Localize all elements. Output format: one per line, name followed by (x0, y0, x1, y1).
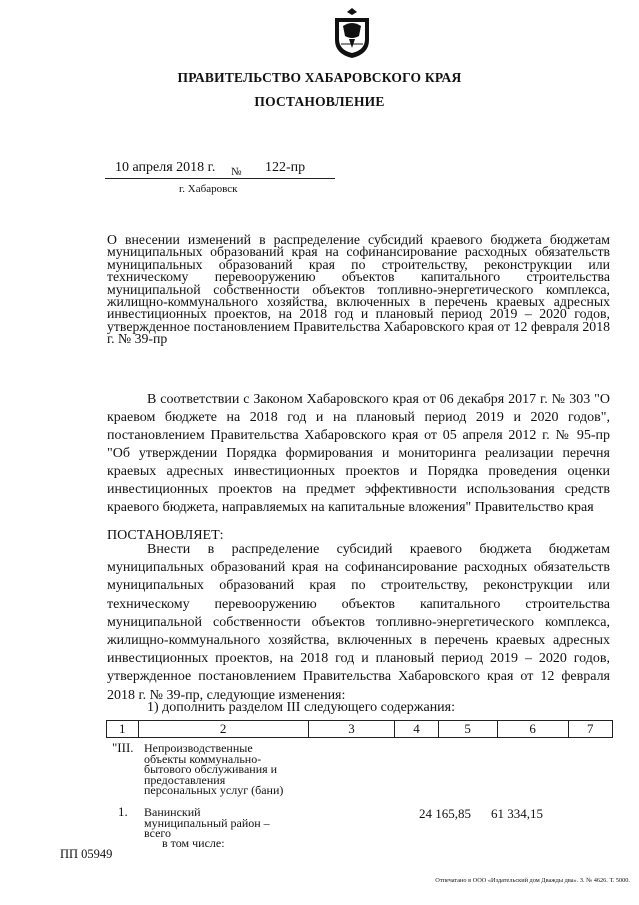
preamble-paragraph: В соответствии с Законом Хабаровского края от 06 декабря 2017 г. № 303 "О краевом бюджете на 2018 год и на плановый период 2019 и 2020 годов", постановлением Правительства Хабаровского края от 05 апреля 2012 г. № 95-пр "Об утверждении Порядка формирования и мониторинга реализации перечня краевых адресных инвестиционных проектов и Порядка проведения оценки инвестиционных проектов на предмет эффективности использования средств краевого бюджета, направляемых на капитальные вложения" Правительство края (107, 392, 610, 515)
including-label: в том числе: (162, 836, 225, 850)
column-number: 6 (497, 721, 568, 738)
resolves-heading: ПОСТАНОВЛЯЕТ: (107, 528, 224, 543)
distribution-table (106, 720, 613, 738)
section-name: Непроизводственные объекты коммунально-бытового обслуживания и предоставления персональных услуг (бани) (144, 741, 284, 798)
date-underline (105, 178, 335, 179)
government-title: ПРАВИТЕЛЬСТВО ХАБАРОВСКОГО КРАЯ (177, 70, 462, 85)
date-number-row (105, 160, 335, 180)
item-number: 1. (118, 804, 128, 819)
document-date: 10 апреля 2018 г. (115, 160, 216, 175)
column-number: 7 (568, 721, 612, 738)
document-type: ПОСТАНОВЛЕНИЕ (254, 94, 385, 109)
city: г. Хабаровск (179, 183, 238, 195)
column-number: 5 (438, 721, 497, 738)
section-number: "III. (112, 740, 134, 755)
item-value-col5: 24 165,85 (419, 806, 471, 821)
column-number: 1 (107, 721, 139, 738)
table-header-row (107, 721, 613, 738)
item-value-col6: 61 334,15 (491, 806, 543, 821)
column-number: 2 (138, 721, 308, 738)
number-sign: № (231, 166, 242, 178)
printer-note: Отпечатано в ООО «Издательский дом Дважды два». З. № 4626. Т. 5000. (435, 877, 630, 884)
resolution-paragraph: Внести в распределение субсидий краевого бюджета бюджетам муниципальных образований края на софинансирование расходных обязательств муниципальных образований края по строительству, реконструкции или техническому перевооружению объектов капитального строительства муниципальной собственности объектов топливно-энергетического комплекса, жилищно-коммунального хозяйства, включенных в перечень краевых адресных инвестиционных проектов, на 2018 год и плановый период 2019 – 2020 годов, утвержденное постановлением Правительства Хабаровского края от 12 февраля 2018 г. № 39-пр, следующие изменения: (107, 542, 610, 703)
column-number: 3 (308, 721, 395, 738)
document-id: ПП 05949 (60, 847, 113, 861)
document-number: 122-пр (265, 160, 306, 175)
column-number: 4 (395, 721, 438, 738)
coat-of-arms-icon (331, 6, 373, 60)
amendment-item-1: 1) дополнить разделом III следующего содержания: (147, 700, 456, 715)
item-name: Ванинский муниципальный район – всего (144, 805, 270, 841)
document-subject: О внесении изменений в распределение субсидий краевого бюджета бюджетам муниципальных образований края на софинансирование расходных обязательств муниципальных образований края по строительству, реконструкции или техническому перевооружению объектов капитального строительства муниципальной собственности объектов топливно-энергетического комплекса, жилищно-коммунального хозяйства, включенных в перечень краевых адресных инвестиционных проектов, на 2018 год и плановый период 2019 – 2020 годов, утвержденное постановлением Правительства Хабаровского края от 12 февраля 2018 г. № 39-пр (107, 232, 610, 347)
